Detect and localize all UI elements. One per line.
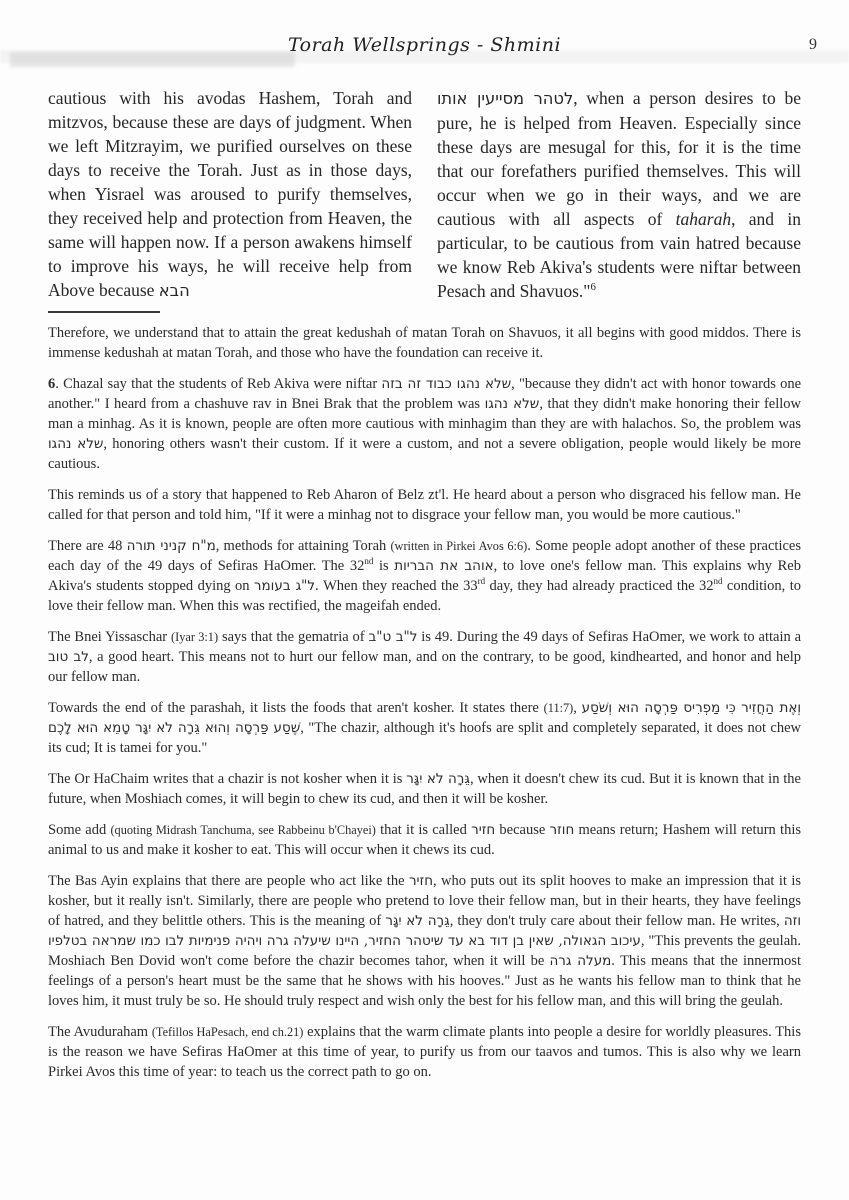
text-segment: Towards the end of the parashah, it lists the foods that aren't kosher. It states there: [48, 700, 544, 716]
text-segment: , and in particular, to be cautious from vain hatred because we know Reb Akiva's students were niftar between Pesach and Shavuos.": [437, 209, 801, 301]
text-segment: because: [495, 822, 550, 838]
hebrew-text: ל"ג בעומר: [253, 578, 316, 594]
hebrew-text: חזיר: [408, 873, 434, 889]
text-segment: There are 48: [48, 538, 127, 554]
hebrew-text: גֵּרָה לֹא יִגָּר: [385, 913, 450, 929]
hebrew-text: שלא נהגו: [484, 396, 540, 412]
hebrew-text: ל"ב ט"ב: [368, 629, 418, 645]
hebrew-text: לב טוב: [48, 649, 89, 665]
text-segment: , to love one's fellow man. This explains why Reb Akiva's students stopped dying on: [48, 558, 801, 594]
paragraph: [48, 374, 801, 474]
text-segment: The Bas Ayin explains that there are people who act like the: [48, 873, 409, 889]
text-segment: Therefore, we understand that to attain the great kedushah of matan Torah on Shavuos, it all begins with good middos. There is immense kedushah at matan Torah, and those who have the foundation can receive it.: [48, 325, 801, 361]
text-segment: is 49. During the 49 days of Sefiras HaOmer, we work to attain a: [417, 629, 802, 645]
page-header: [0, 0, 849, 64]
text-segment: . Some people adopt another of these practices each day of the 49 days of Sefiras HaOmer. The 32: [48, 538, 801, 574]
text-segment: (Tefillos HaPesach, end ch.21): [151, 1025, 304, 1039]
text-segment: 6: [590, 281, 596, 294]
paragraph: [48, 323, 801, 363]
text-segment: The Bnei Yissaschar: [48, 629, 171, 645]
text-segment: cautious with his avodas Hashem, Torah and mitzvos, because these are days of judgment. When we left Mitzrayim, we purified ourselves on these days to receive the Torah. Just as in those days, when Yisrael was aroused to purify themselves, they received help and protection from Heaven, the same will happen now. If a person awakens himself to improve his ways, he will receive help from Above because: [48, 88, 412, 300]
text-segment: nd: [364, 556, 374, 567]
body-column-left: [48, 86, 412, 303]
paragraph: [48, 86, 412, 303]
hebrew-text: לטהר מסייעין אותו: [437, 89, 574, 108]
text-segment: rd: [477, 576, 486, 587]
paragraph: [48, 769, 801, 809]
text-segment: . Chazal say that the students of Reb Akiva were niftar: [55, 376, 382, 392]
hebrew-text: חוזר: [549, 822, 575, 838]
paragraph: [48, 627, 801, 687]
text-segment: , "because they didn't act with honor towards one another." I heard from a chashuve rav in Bnei Brak that the problem was: [48, 376, 802, 412]
hebrew-text: אוהב את הבריות: [394, 558, 494, 574]
text-segment: , that they didn't make honoring their fellow man a minhag. As it is known, people are often more cautious with minhagim than they are with halachos. So, the problem was: [48, 396, 801, 432]
text-segment: taharah: [675, 209, 732, 229]
hebrew-text: גֵּרָה לֹא יִגָּר: [406, 771, 470, 787]
paragraph: [48, 485, 801, 525]
text-segment: This reminds us of a story that happened to Reb Aharon of Belz zt'l. He heard about a person who disgraced his fellow man. He called for that person and told him, "If it were a minhag not to disgrace your fellow man, you would be more cautious.": [48, 487, 801, 523]
text-segment: is: [373, 558, 395, 574]
hebrew-text: מ"ח קניני תורה: [126, 538, 216, 554]
paragraph: [48, 1022, 801, 1082]
text-segment: , when it doesn't chew its cud. But it is known that in the future, when Moshiach comes, it will begin to chew its cud, and then it will be kosher.: [48, 771, 801, 807]
page-number: 9: [809, 36, 817, 53]
footnote-divider: [48, 311, 160, 313]
text-segment: , they don't truly care about their fellow man. He writes,: [449, 913, 784, 929]
text-segment: . This means that the innermost feelings of a person's heart must be the same that he shows with his hooves." Just as he wants his fellow man to think that he loves him, it must truly be so. He should truly respect and wish only the best for his fellow man, and this will bring the geulah.: [48, 953, 801, 1009]
text-segment: Some add: [48, 822, 111, 838]
hebrew-text: שלא נהגו: [48, 436, 104, 452]
text-segment: says that the gematria of: [218, 629, 369, 645]
text-segment: condition, to love their fellow man. When this was rectified, the mageifah ended.: [48, 578, 801, 614]
text-segment: ,: [573, 700, 582, 716]
paragraph: [48, 536, 801, 616]
hebrew-text: הבא: [158, 281, 190, 300]
paragraph: [48, 698, 801, 758]
text-segment: , honoring others wasn't their custom. If it were a custom, and not a severe obligation, people would likely be more cautious.: [48, 436, 801, 472]
body-column-right: [437, 86, 801, 303]
footnotes-block: [0, 323, 849, 1082]
main-text-area: [0, 86, 849, 303]
text-segment: explains that the warm climate plants into people a desire for worldly pleasures. This is the reason we have Sefiras HaOmer at this time of year, to purify us from our taavos and tumos. This is also why we learn Pirkei Avos this time of year: to teach us the correct path to go on.: [48, 1024, 801, 1080]
text-segment: means return; Hashem will return this animal to us and make it kosher to eat. This will occur when it chews its cud.: [48, 822, 801, 858]
text-segment: The Or HaChaim writes that a chazir is not kosher when it is: [48, 771, 407, 787]
hebrew-text: וזה עיכוב הגאולה, שאין בן דוד בא עד שיטהר החזיר, היינו שיעלה גרה ויהיה פנימיות לבו כמו שמראה בטלפיו: [48, 913, 801, 949]
text-segment: , a good heart. This means not to hurt our fellow man, and on the contrary, to be good, kindhearted, and honor and help our fellow man.: [48, 649, 801, 685]
hebrew-text: מעלה גרה: [549, 953, 612, 969]
text-segment: nd: [713, 576, 723, 587]
hebrew-text: שלא נהגו כבוד זה בזה: [381, 376, 512, 392]
text-segment: , "This prevents the geulah. Moshiach Ben Dovid won't come before the chazir becomes tahor, when it will be: [48, 933, 802, 969]
text-segment: (quoting Midrash Tanchuma, see Rabbeinu b'Chayei): [110, 823, 376, 837]
paragraph: [437, 86, 801, 303]
text-segment: , when a person desires to be pure, he is helped from Heaven. Especially since these days are mesugal for this, for it is the time that our forefathers purified themselves. This will occur when we go in their ways, and we are cautious with all aspects of: [437, 88, 801, 229]
page-title: Torah Wellsprings - Shmini: [287, 34, 562, 56]
text-segment: , methods for attaining Torah: [215, 538, 391, 554]
hebrew-text: וְאֶת הַחֲזִיר כִּי מַפְרִיס פַּרְסָה הוּא וְשֹׁסַע שֶׁסַע פַּרְסָה וְהוּא גֵּרָה לֹא יִגָּר טָמֵא הוּא לָכֶם: [48, 700, 801, 736]
text-segment: , who puts out its split hooves to make an impression that it is kosher, but it really isn't. Similarly, there are people who pretend to love their fellow man, but in their hearts, they have feelings of hatred, and they belittle others. This is the meaning of: [48, 873, 802, 929]
text-segment: (Iyar 3:1): [171, 630, 219, 644]
text-segment: that it is called: [375, 822, 472, 838]
text-segment: , "The chazir, although it's hoofs are split and completely separated, it does not chew its cud; It is tamei for you.": [48, 720, 802, 756]
text-segment: The Avuduraham: [48, 1024, 152, 1040]
paragraph: [48, 820, 801, 860]
hebrew-text: חזיר: [471, 822, 496, 838]
text-segment: day, they had already practiced the 32: [485, 578, 714, 594]
text-segment: . When they reached the 33: [315, 578, 478, 594]
text-segment: (written in Pirkei Avos 6:6): [390, 539, 528, 553]
text-segment: (11:7): [543, 701, 574, 715]
paragraph: [48, 871, 801, 1011]
text-segment: 6: [48, 376, 56, 392]
